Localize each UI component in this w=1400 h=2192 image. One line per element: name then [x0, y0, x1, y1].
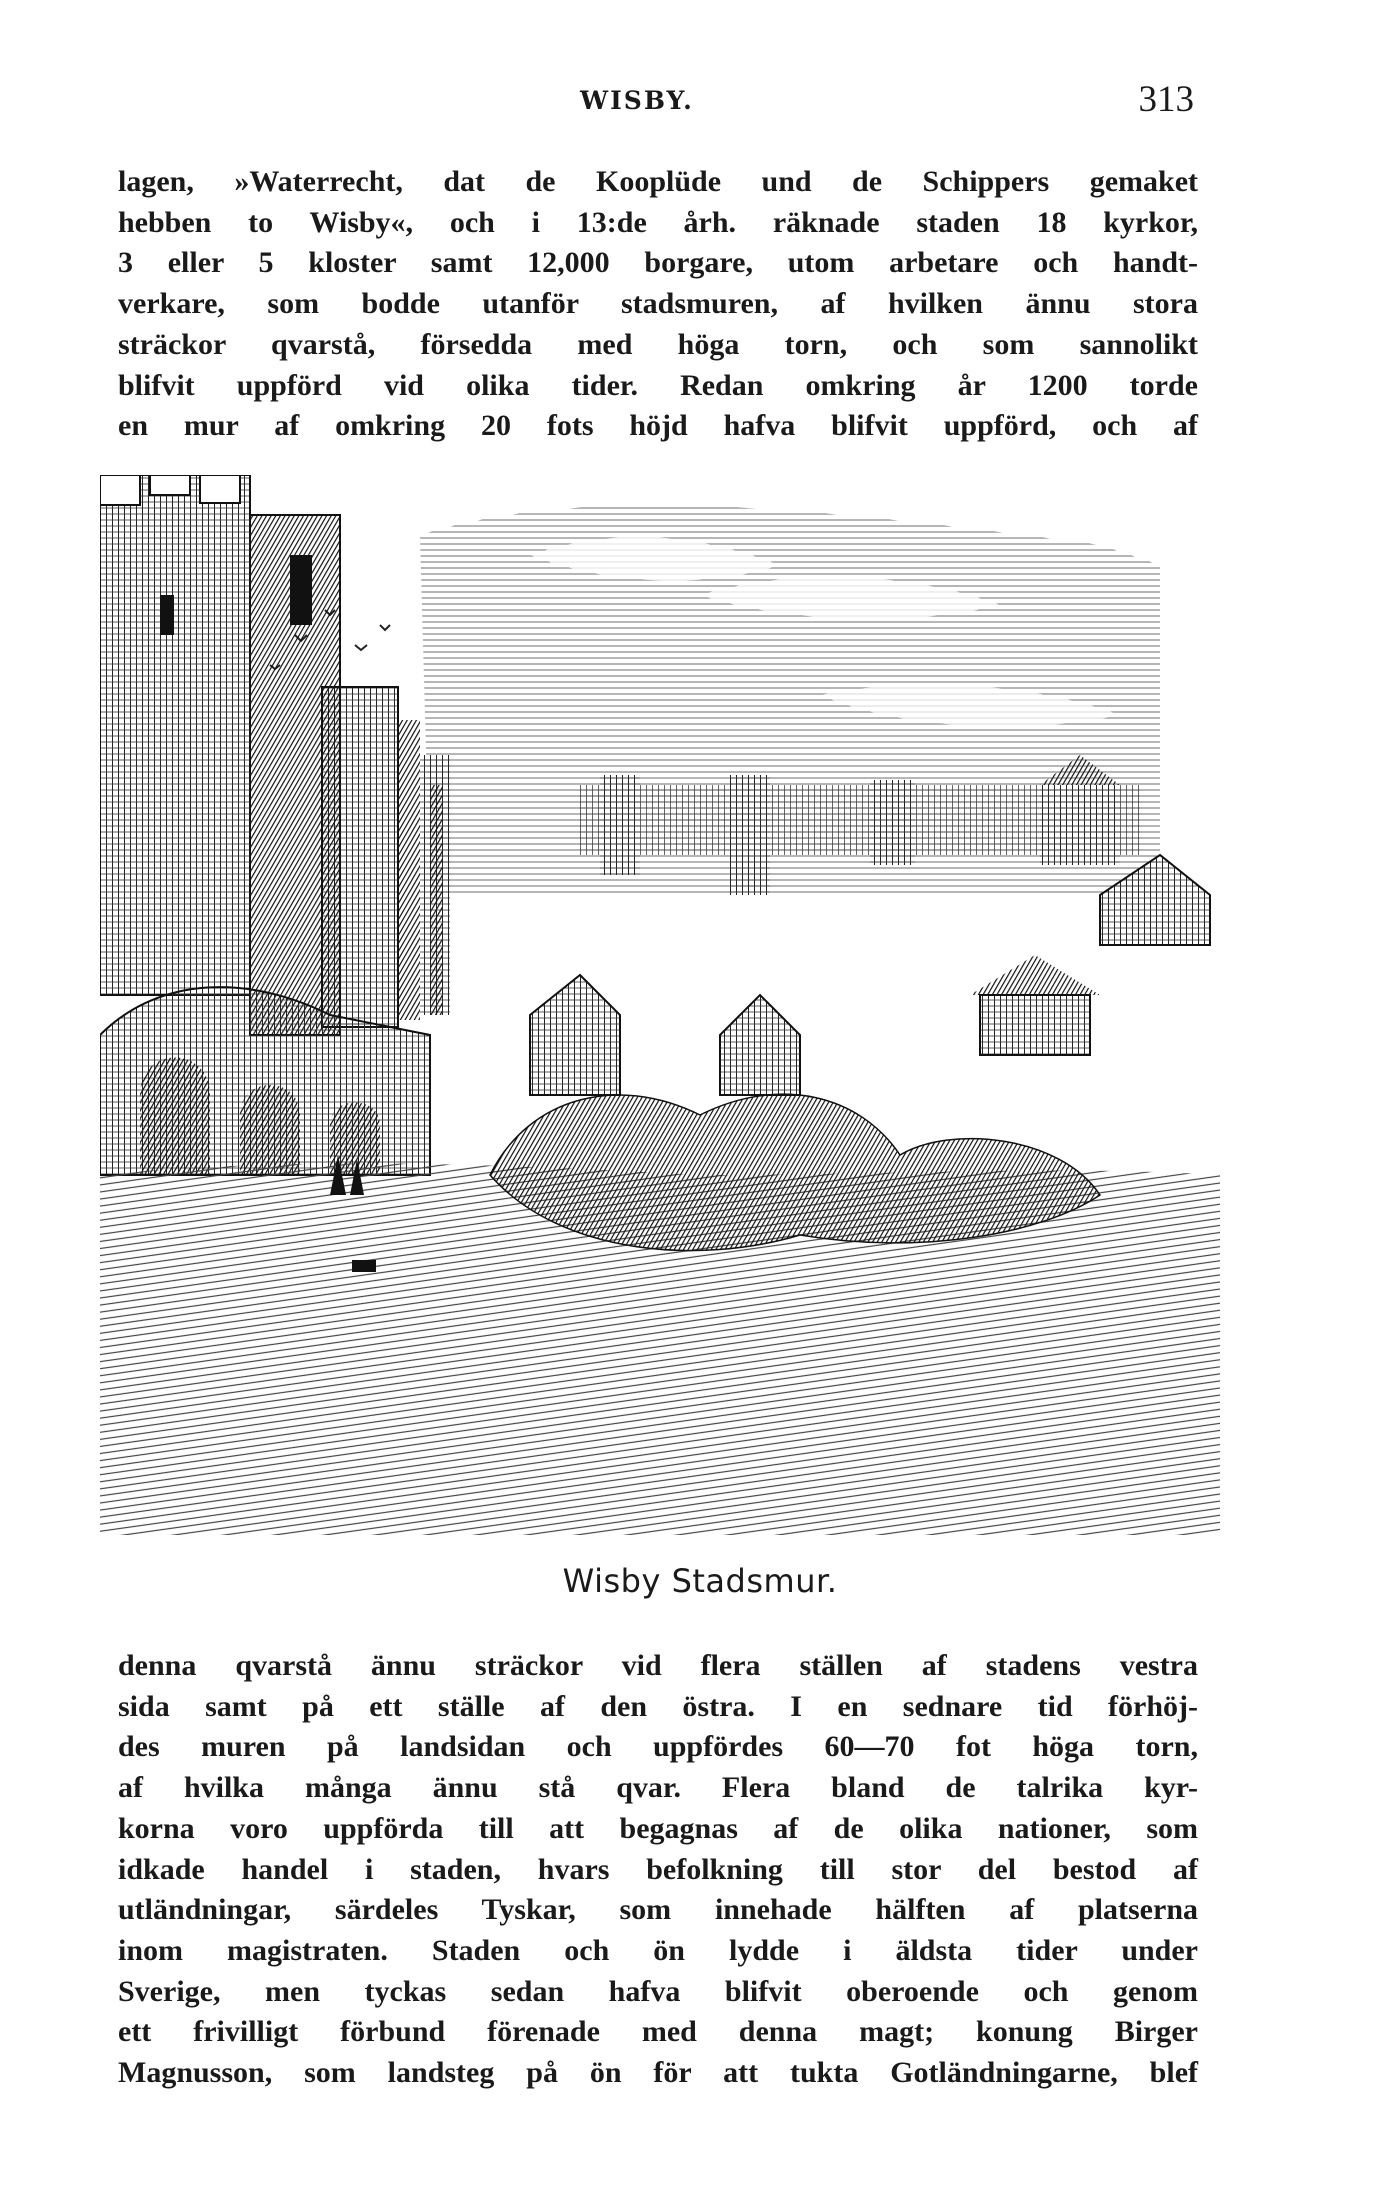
page-number: 313 — [1138, 79, 1194, 120]
paragraph-bottom — [118, 1646, 1198, 2094]
text-line: inom magistraten. Staden och ön lydde i äldsta tider under — [118, 1933, 1198, 1967]
text-line: sida samt på ett ställe af den östra. I en sednare tid förhöj- — [118, 1689, 1198, 1723]
text-line: 3 eller 5 kloster samt 12,000 borgare, utom arbetare och handt- — [118, 246, 1198, 280]
text-line: ett frivilligt förbund förenade med denna magt; konung Birger — [118, 2015, 1198, 2049]
text-line: Sverige, men tyckas sedan hafva blifvit oberoende och genom — [118, 1974, 1198, 2008]
large-tower — [100, 475, 340, 1035]
text-line: Magnusson, som landsteg på ön för att tukta Gotländningarne, blef — [118, 2056, 1198, 2090]
text-line: idkade handel i staden, hvars befolkning till stor del bestod af — [118, 1852, 1198, 1886]
text-line: blifvit uppförd vid olika tider. Redan omkring år 1200 torde — [118, 368, 1198, 402]
text-line: lagen, »Waterrecht, dat de Kooplüde und de Schippers gemaket — [118, 165, 1198, 198]
text-line: en mur af omkring 20 fots höjd hafva blifvit uppförd, och af — [118, 409, 1198, 443]
text-line: des muren på landsidan och uppfördes 60—70 fot höga torn, — [118, 1730, 1198, 1764]
page-header — [118, 78, 1198, 128]
text-line: korna voro uppförda till att begagnas af de olika nationer, som — [118, 1811, 1198, 1845]
engraving-illustration — [100, 475, 1220, 1535]
text-line: sträckor qvarstå, försedda med höga torn, och som sannolikt — [118, 327, 1198, 361]
text-line: verkare, som bodde utanför stadsmuren, af hvilken ännu stora — [118, 287, 1198, 321]
text-line: utländningar, särdeles Tyskar, som innehade hälften af platserna — [118, 1893, 1198, 1927]
paragraph-top — [118, 162, 1198, 447]
text-line: denna qvarstå ännu sträckor vid flera ställen af stadens vestra — [118, 1649, 1198, 1682]
figure-caption: Wisby Stadsmur. — [562, 1562, 838, 1600]
running-title: WISBY. — [580, 86, 694, 115]
text-line: hebben to Wisby«, och i 13:de årh. räknade staden 18 kyrkor, — [118, 205, 1198, 239]
text-line: af hvilka många ännu stå qvar. Flera bland de talrika kyr- — [118, 1771, 1198, 1805]
